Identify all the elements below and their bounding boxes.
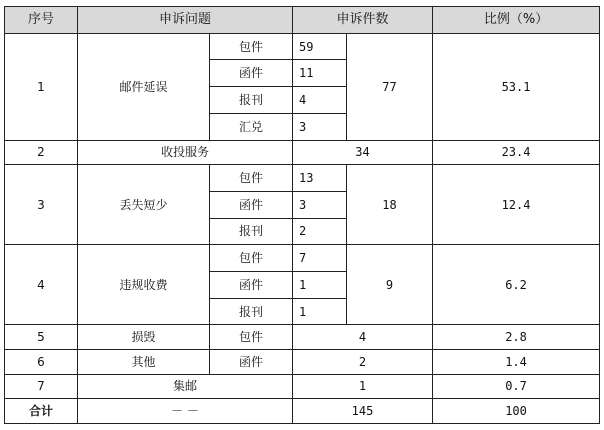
header-row: [5, 7, 600, 34]
sub-issue-cell: 函件: [210, 350, 293, 375]
header-seq: 序号: [5, 7, 78, 34]
header-issue: 申诉问题: [78, 7, 293, 34]
sub-issue-cell: 函件: [210, 60, 293, 87]
table-row: [5, 245, 600, 272]
issue-name-cell: 丢失短少: [78, 165, 210, 245]
ratio-cell: 2.8: [433, 325, 600, 350]
group-total-cell: 2: [293, 350, 433, 375]
sub-count-cell: 13: [293, 165, 347, 192]
sub-issue-cell: 报刊: [210, 298, 293, 325]
sub-count-cell: 3: [293, 191, 347, 218]
issue-name-cell: 违规收费: [78, 245, 210, 325]
group-total-cell: 4: [293, 325, 433, 350]
sub-issue-cell: 包件: [210, 325, 293, 350]
seq-cell: 5: [5, 325, 78, 350]
sub-issue-cell: 包件: [210, 165, 293, 192]
seq-cell: 7: [5, 374, 78, 399]
group-total-cell: 9: [347, 245, 433, 325]
group-total-cell: 77: [347, 33, 433, 140]
totals-count-cell: 145: [293, 399, 433, 424]
ratio-cell: 0.7: [433, 374, 600, 399]
ratio-cell: 12.4: [433, 165, 600, 245]
header-ratio: 比例（%）: [433, 7, 600, 34]
issue-name-cell: 损毁: [78, 325, 210, 350]
sub-issue-cell: 包件: [210, 33, 293, 60]
issue-name-cell: 集邮: [78, 374, 293, 399]
seq-cell: 1: [5, 33, 78, 140]
totals-label-cell: 合计: [5, 399, 78, 424]
totals-ratio-cell: 100: [433, 399, 600, 424]
seq-cell: 2: [5, 140, 78, 165]
sub-issue-cell: 报刊: [210, 87, 293, 114]
sub-issue-cell: 函件: [210, 191, 293, 218]
sub-count-cell: 1: [293, 298, 347, 325]
seq-cell: 3: [5, 165, 78, 245]
group-total-cell: 1: [293, 374, 433, 399]
sub-count-cell: 3: [293, 113, 347, 140]
table-row: [5, 325, 600, 350]
sub-count-cell: 7: [293, 245, 347, 272]
ratio-cell: 1.4: [433, 350, 600, 375]
sub-issue-cell: 报刊: [210, 218, 293, 245]
seq-cell: 4: [5, 245, 78, 325]
issue-name-cell: 其他: [78, 350, 210, 375]
sub-count-cell: 4: [293, 87, 347, 114]
group-total-cell: 34: [293, 140, 433, 165]
table-row: [5, 33, 600, 60]
ratio-cell: 53.1: [433, 33, 600, 140]
complaint-statistics-table: [4, 6, 600, 424]
ratio-cell: 23.4: [433, 140, 600, 165]
table-row: [5, 350, 600, 375]
header-count: 申诉件数: [293, 7, 433, 34]
seq-cell: 6: [5, 350, 78, 375]
sub-count-cell: 1: [293, 271, 347, 298]
table-row: [5, 374, 600, 399]
sub-issue-cell: 汇兑: [210, 113, 293, 140]
table-row: [5, 165, 600, 192]
sub-issue-cell: 包件: [210, 245, 293, 272]
ratio-cell: 6.2: [433, 245, 600, 325]
sub-count-cell: 11: [293, 60, 347, 87]
totals-row: [5, 399, 600, 424]
issue-name-cell: 邮件延误: [78, 33, 210, 140]
group-total-cell: 18: [347, 165, 433, 245]
totals-issue-cell: － －: [78, 399, 293, 424]
table-row: [5, 140, 600, 165]
issue-name-cell: 收投服务: [78, 140, 293, 165]
sub-count-cell: 59: [293, 33, 347, 60]
sub-count-cell: 2: [293, 218, 347, 245]
sub-issue-cell: 函件: [210, 271, 293, 298]
